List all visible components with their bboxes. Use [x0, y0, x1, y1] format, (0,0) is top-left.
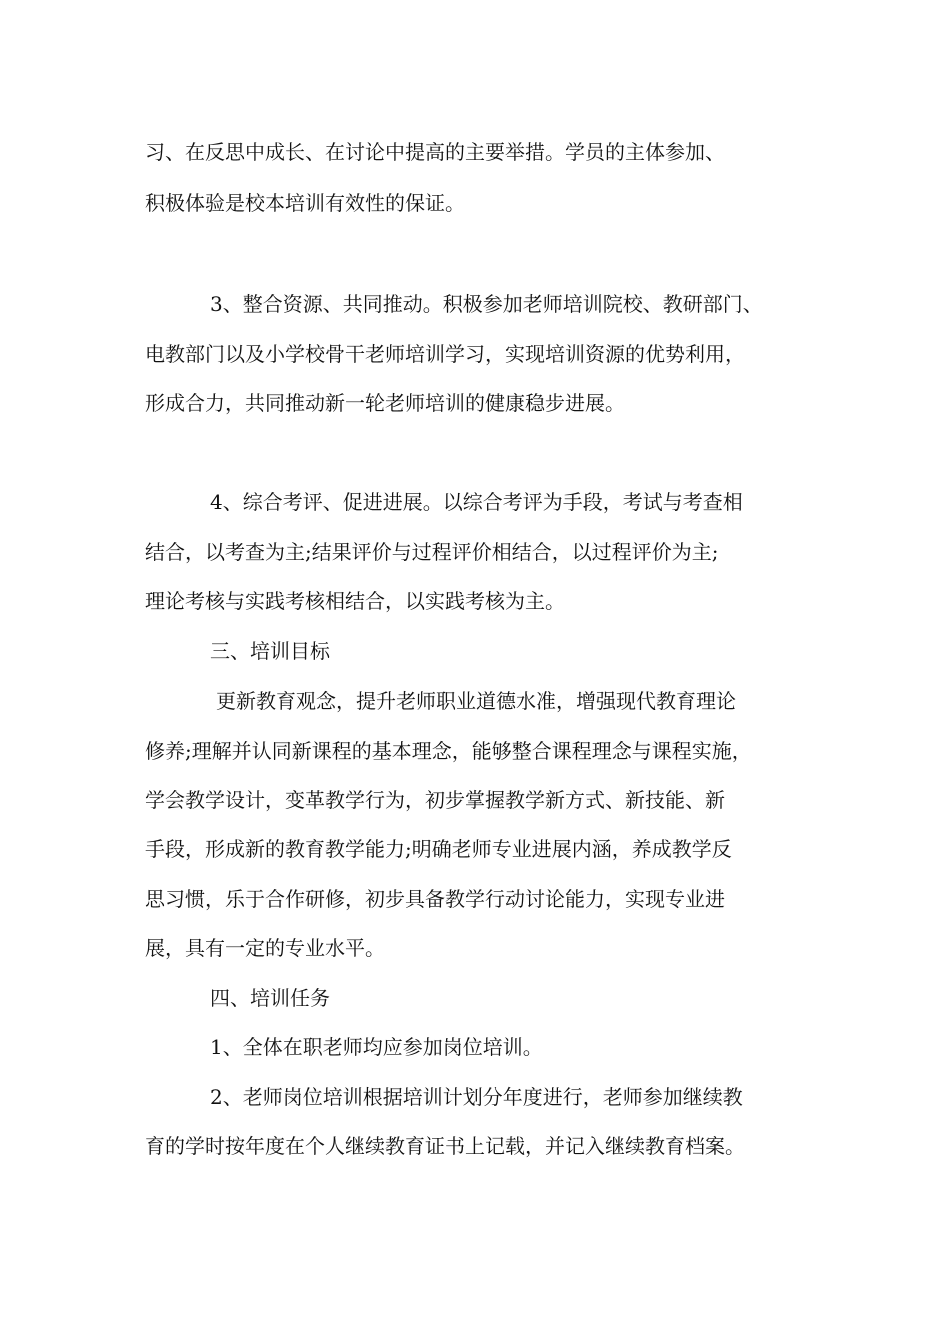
section-heading: 三、培训目标 — [210, 639, 330, 663]
paragraph-line: 积极体验是校本培训有效性的保证。 — [145, 191, 465, 215]
paragraph-line: 更新教育观念，提升老师职业道德水准，增强现代教育理论 — [216, 689, 736, 713]
paragraph-line: 习、在反思中成长、在讨论中提高的主要举措。学员的主体参加、 — [145, 140, 725, 164]
section-heading: 四、培训任务 — [210, 986, 330, 1010]
paragraph-line: 1、全体在职老师均应参加岗位培训。 — [210, 1035, 543, 1059]
paragraph-line: 4、综合考评、促进进展。以综合考评为手段，考试与考查相 — [210, 490, 743, 514]
paragraph-line: 学会教学设计，变革教学行为，初步掌握教学新方式、新技能、新 — [145, 788, 725, 812]
paragraph-line: 形成合力，共同推动新一轮老师培训的健康稳步进展。 — [145, 391, 625, 415]
paragraph-line: 结合，以考查为主;结果评价与过程评价相结合，以过程评价为主; — [145, 540, 719, 564]
paragraph-line: 电教部门以及小学校骨干老师培训学习，实现培训资源的优势利用， — [145, 342, 745, 366]
paragraph-line: 手段，形成新的教育教学能力;明确老师专业进展内涵，养成教学反 — [145, 837, 732, 861]
paragraph-line: 育的学时按年度在个人继续教育证书上记载，并记入继续教育档案。 — [145, 1134, 745, 1158]
paragraph-line: 理论考核与实践考核相结合，以实践考核为主。 — [145, 589, 565, 613]
paragraph-line: 修养;理解并认同新课程的基本理念，能够整合课程理念与课程实施， — [145, 739, 752, 763]
paragraph-line: 思习惯，乐于合作研修，初步具备教学行动讨论能力，实现专业进 — [145, 887, 725, 911]
paragraph-line: 3、整合资源、共同推动。积极参加老师培训院校、教研部门、 — [210, 292, 763, 316]
paragraph-line: 2、老师岗位培训根据培训计划分年度进行，老师参加继续教 — [210, 1085, 743, 1109]
paragraph-line: 展，具有一定的专业水平。 — [145, 936, 385, 960]
